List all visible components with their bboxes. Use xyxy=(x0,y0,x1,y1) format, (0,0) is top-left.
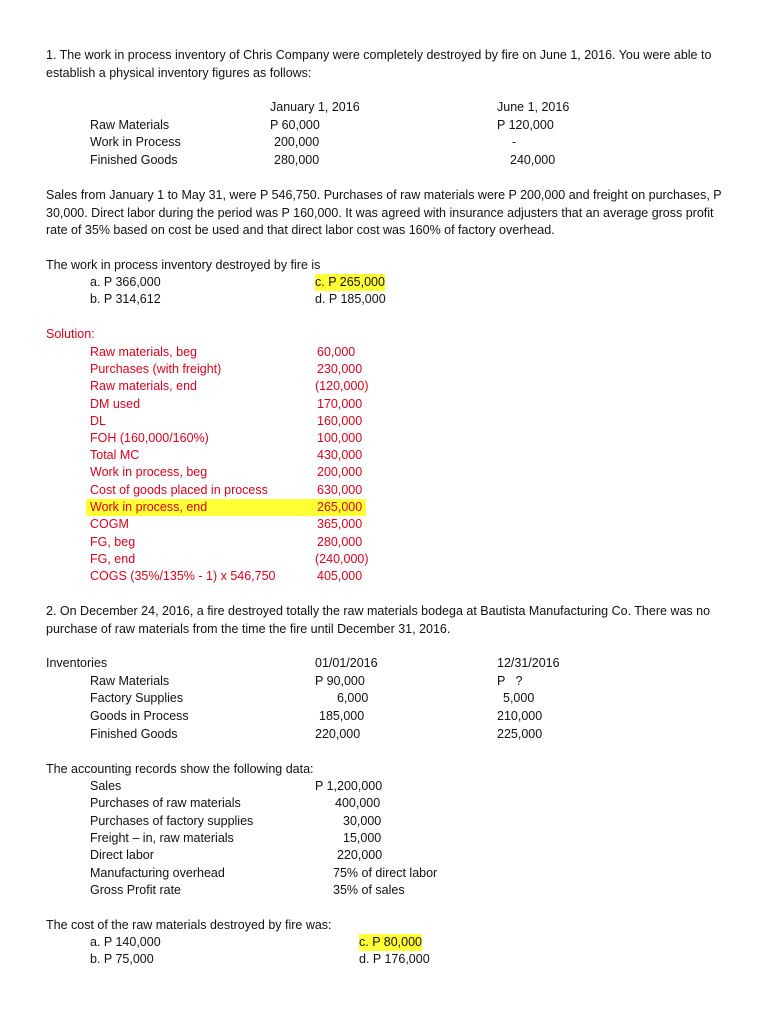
q1-row-label: Finished Goods xyxy=(90,153,178,167)
solution-value: 100,000 xyxy=(317,431,363,445)
solution-value: 405,000 xyxy=(317,569,363,583)
solution-label: DL xyxy=(90,414,106,428)
q1-row-jan: 280,000 xyxy=(274,153,320,167)
q2-choice-a: a. P 140,000 xyxy=(90,935,161,949)
solution-label: Raw materials, beg xyxy=(90,345,197,359)
q2-row-beg: 185,000 xyxy=(319,709,365,723)
record-label: Direct labor xyxy=(90,848,154,862)
q1-col-header-jun: June 1, 2016 xyxy=(497,100,570,114)
q2-row-beg: 220,000 xyxy=(315,727,361,741)
q2-choice-c-answer: c. P 80,000 xyxy=(359,935,423,949)
record-value: P 1,200,000 xyxy=(315,779,383,793)
q2-row-beg: 6,000 xyxy=(337,691,369,705)
q2-intro: 2. On December 24, 2016, a fire destroyed totally the raw materials bodega at Bautista Manufacturing Co. There was no purchase of raw materials from the time the fire until December 31, 2016. xyxy=(46,604,711,636)
q1-row-jan: 200,000 xyxy=(274,135,320,149)
q1-row-label: Work in Process xyxy=(90,135,181,149)
solution-value-highlighted: 265,000 xyxy=(317,500,363,514)
solution-value: (120,000) xyxy=(315,379,369,393)
solution-label: Work in process, beg xyxy=(90,465,208,479)
q1-intro: 1. The work in process inventory of Chris Company were completely destroyed by fire on June 1, 2016. You were able to establish a physical inventory figures as follows: xyxy=(46,48,712,80)
solution-value: 160,000 xyxy=(317,414,363,428)
q2-row-label: Factory Supplies xyxy=(90,691,184,705)
q1-row-jan: P 60,000 xyxy=(270,118,320,132)
solution-label: FOH (160,000/160%) xyxy=(90,431,209,445)
record-label: Gross Profit rate xyxy=(90,883,181,897)
q2-row-end: 210,000 xyxy=(497,709,543,723)
q2-row-end: 5,000 xyxy=(503,691,535,705)
record-value: 30,000 xyxy=(343,814,382,828)
solution-label: FG, end xyxy=(90,552,136,566)
q2-row-end: P ? xyxy=(497,674,523,688)
q2-choice-d: d. P 176,000 xyxy=(359,952,430,966)
solution-value: 430,000 xyxy=(317,448,363,462)
solution-label: Total MC xyxy=(90,448,140,462)
solution-label: Purchases (with freight) xyxy=(90,362,222,376)
solution-value: 200,000 xyxy=(317,465,363,479)
q2-choice-b: b. P 75,000 xyxy=(90,952,154,966)
q2-row-label: Raw Materials xyxy=(90,674,170,688)
solution-label: Raw materials, end xyxy=(90,379,197,393)
record-value: 400,000 xyxy=(335,796,381,810)
record-label: Purchases of raw materials xyxy=(90,796,241,810)
solution-value: 630,000 xyxy=(317,483,363,497)
record-label: Purchases of factory supplies xyxy=(90,814,254,828)
record-value: 15,000 xyxy=(343,831,382,845)
solution-label: FG, beg xyxy=(90,535,136,549)
q1-choice-a: a. P 366,000 xyxy=(90,275,161,289)
q1-choice-d: d. P 185,000 xyxy=(315,292,386,306)
q1-question: The work in process inventory destroyed by fire is xyxy=(46,258,321,272)
solution-label-highlighted: Work in process, end xyxy=(90,500,208,514)
q1-row-jun: - xyxy=(512,135,517,149)
record-value: 75% of direct labor xyxy=(333,866,438,880)
q1-col-header-jan: January 1, 2016 xyxy=(270,100,360,114)
solution-label: DM used xyxy=(90,397,141,411)
solution-value: 280,000 xyxy=(317,535,363,549)
q2-records-label: The accounting records show the following data: xyxy=(46,762,314,776)
q2-row-label: Goods in Process xyxy=(90,709,189,723)
q1-row-jun: P 120,000 xyxy=(497,118,554,132)
q2-col-header-end: 12/31/2016 xyxy=(497,656,560,670)
record-label: Manufacturing overhead xyxy=(90,866,225,880)
solution-label: COGM xyxy=(90,517,129,531)
record-value: 35% of sales xyxy=(333,883,405,897)
solution-value: 60,000 xyxy=(317,345,356,359)
q2-row-beg: P 90,000 xyxy=(315,674,365,688)
q1-choice-c-answer: c. P 265,000 xyxy=(315,275,385,289)
solution-label: COGS (35%/135% - 1) x 546,750 xyxy=(90,569,276,583)
record-value: 220,000 xyxy=(337,848,383,862)
solution-value: 230,000 xyxy=(317,362,363,376)
q1-solution-label: Solution: xyxy=(46,327,95,341)
q1-row-label: Raw Materials xyxy=(90,118,170,132)
q2-col-header-beg: 01/01/2016 xyxy=(315,656,378,670)
q1-choice-b: b. P 314,612 xyxy=(90,292,161,306)
solution-value: (240,000) xyxy=(315,552,369,566)
record-label: Sales xyxy=(90,779,122,793)
solution-label: Cost of goods placed in process xyxy=(90,483,268,497)
solution-value: 365,000 xyxy=(317,517,363,531)
q2-row-label: Finished Goods xyxy=(90,727,178,741)
solution-value: 170,000 xyxy=(317,397,363,411)
q2-row-end: 225,000 xyxy=(497,727,543,741)
record-label: Freight – in, raw materials xyxy=(90,831,234,845)
q1-row-jun: 240,000 xyxy=(510,153,556,167)
q2-inventories-label: Inventories xyxy=(46,656,108,670)
q2-question: The cost of the raw materials destroyed by fire was: xyxy=(46,918,332,932)
q1-details: Sales from January 1 to May 31, were P 546,750. Purchases of raw materials were P 200,000 and freight on purchases, P 30,000. Direct labor during the period was P 160,000. It was agreed with insurance adjusters that an average gross profit rate of 35% based on cost be used and that direct labor cost was 160% of factory overhead. xyxy=(46,188,722,237)
